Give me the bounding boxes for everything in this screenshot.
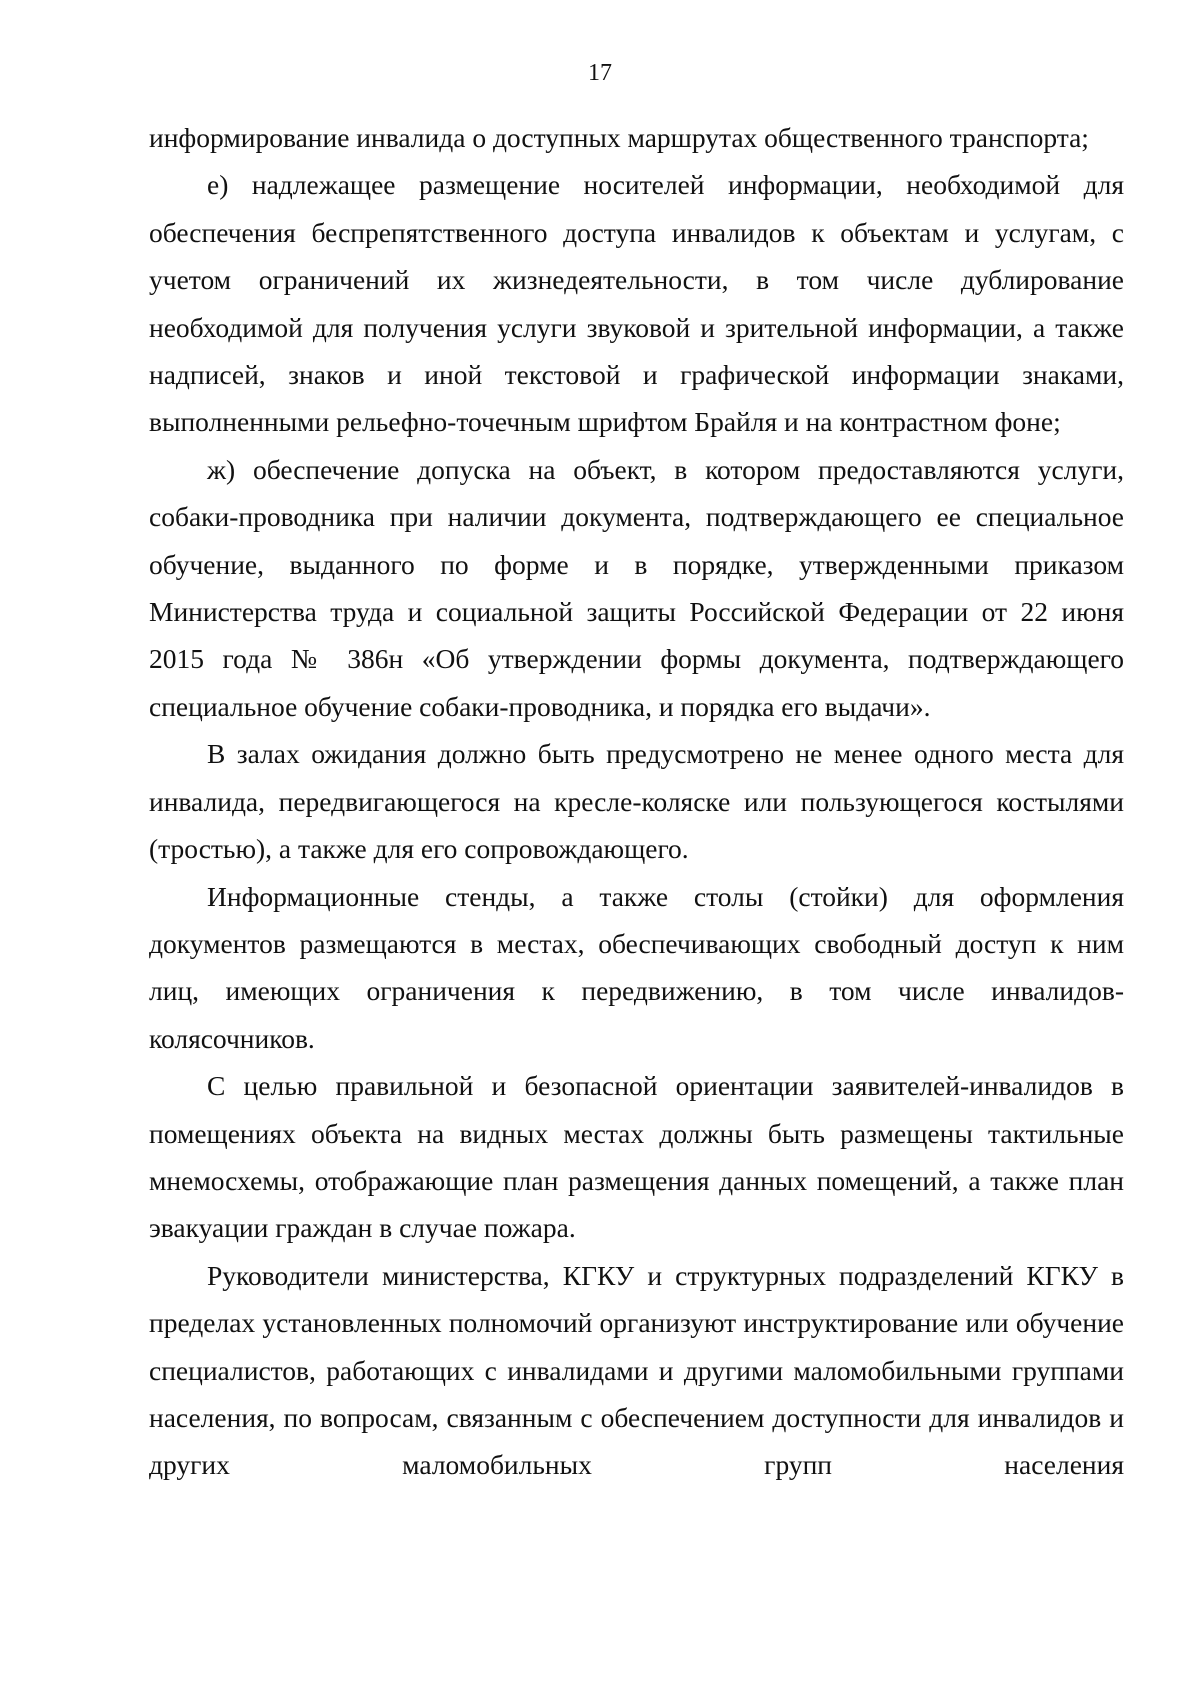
paragraph-tactile-schemes: С целью правильной и безопасной ориентации заявителей-инвалидов в помещениях объекта на видных местах должны быть размещены тактильные мнемосхемы, отображающие план размещения данных помещений, а также план эвакуации граждан в случае пожара. [149,1070,1124,1244]
document-body [149,114,1124,1489]
paragraph-item-e: е) надлежащее размещение носителей информации, необходимой для обеспечения беспрепятственного доступа инвалидов к объектам и услугам, с учетом ограничений их жизнедеятельности, в том числе дублирование необходимой для получения услуги звуковой и зрительной информации, а также надписей, знаков и иной текстовой и графической информации знаками, выполненными рельефно-точечным шрифтом Брайля и на контрастном фоне; [149,169,1124,438]
paragraph-continuation: информирование инвалида о доступных маршрутах общественного транспорта; [149,122,1089,153]
paragraph-waiting-halls: В залах ожидания должно быть предусмотрено не менее одного места для инвалида, передвигающегося на кресле-коляске или пользующегося костылями (тростью), а также для его сопровождающего. [149,738,1124,865]
paragraph-info-stands: Информационные стенды, а также столы (стойки) для оформления документов размещаются в местах, обеспечивающих свободный доступ к ним лиц, имеющих ограничения к передвижению, в том числе инвалидов-колясочников. [149,880,1124,1054]
paragraph-staff-training: Руководители министерства, КГКУ и структурных подразделений КГКУ в пределах установленных полномочий организуют инструктирование или обучение специалистов, работающих с инвалидами и другими маломобильными группами населения, по вопросам, связанным с обеспечением доступности для инвалидов и других маломобильных групп населения [149,1259,1124,1481]
page-number: 17 [588,60,612,86]
paragraph-item-zh: ж) обеспечение допуска на объект, в котором предоставляются услуги, собаки-проводника при наличии документа, подтверждающего ее специальное обучение, выданного по форме и в порядке, утвержденными приказом Министерства труда и социальной защиты Российской Федерации от 22 июня 2015 года № 386н «Об утверждении формы документа, подтверждающего специальное обучение собаки-проводника, и порядка его выдачи». [149,453,1124,722]
